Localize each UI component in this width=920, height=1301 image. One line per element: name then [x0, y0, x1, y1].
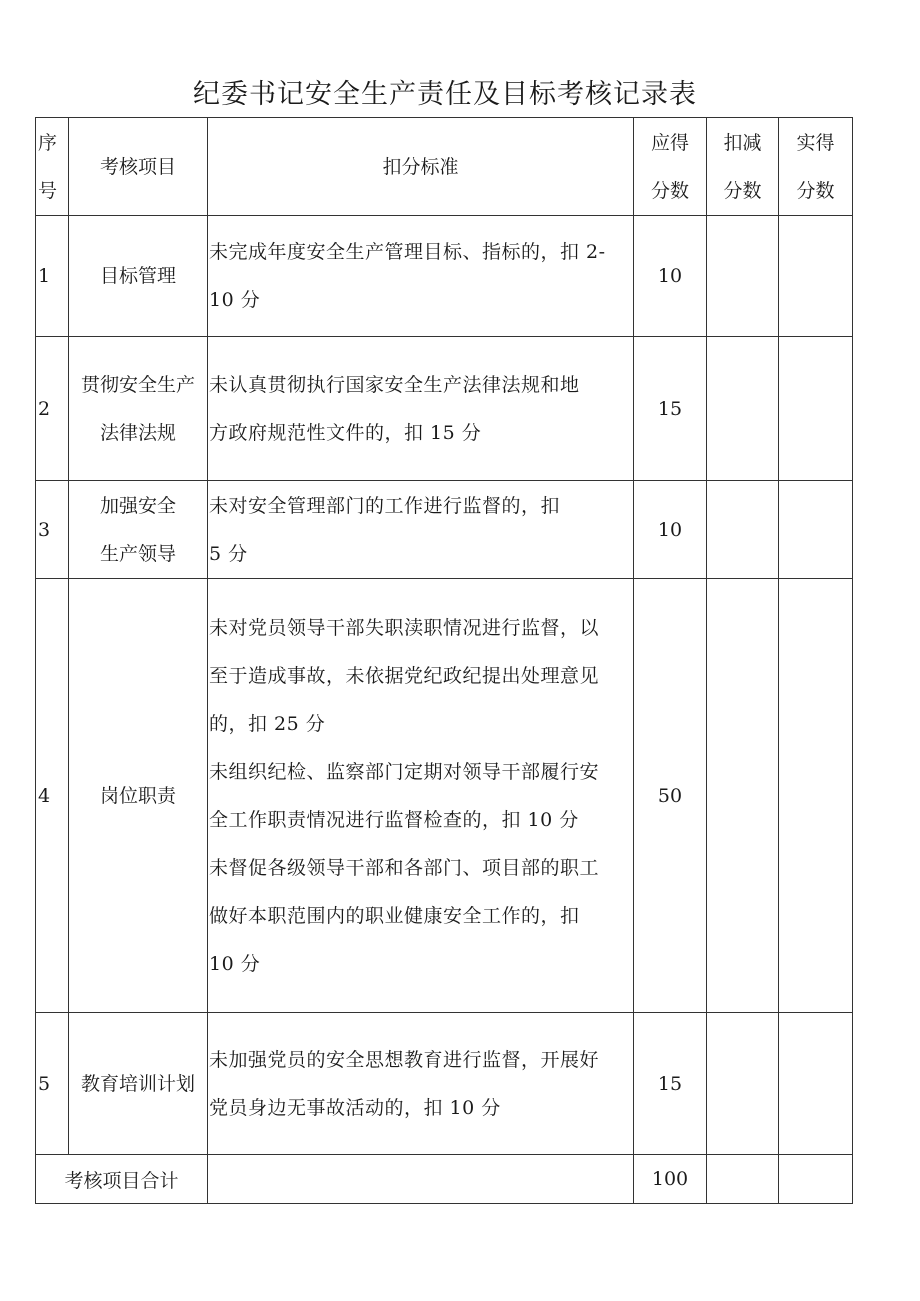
total-criteria	[208, 1155, 634, 1204]
row-criteria: 未加强党员的安全思想教育进行监督，开展好 党员身边无事故活动的，扣 10 分	[208, 1013, 634, 1155]
row-criteria: 未认真贯彻执行国家安全生产法律法规和地 方政府规范性文件的，扣 15 分	[208, 337, 634, 481]
row-criteria: 未对安全管理部门的工作进行监督的，扣 5 分	[208, 481, 634, 579]
row-deducted-score	[707, 1013, 779, 1155]
row-item: 目标管理	[69, 216, 208, 337]
row-item: 岗位职责	[69, 579, 208, 1013]
row-criteria: 未对党员领导干部失职渎职情况进行监督，以 至于造成事故，未依据党纪政纪提出处理意见 的，扣 25 分 未组织纪检、监察部门定期对领导干部履行安 全工作职责情况进行监督检查的，扣 10 分 未督促各级领导干部和各部门、项目部的职工 做好本职范围内的职业健康安全工作的，扣 10 分	[208, 579, 634, 1013]
row-item: 教育培训计划	[69, 1013, 208, 1155]
row-expected-score: 10	[634, 216, 707, 337]
row-expected-score: 15	[634, 337, 707, 481]
row-actual-score	[779, 481, 853, 579]
page-title: 纪委书记安全生产责任及目标考核记录表	[193, 79, 697, 110]
row-item: 加强安全 生产领导	[69, 481, 208, 579]
row-index: 4	[36, 579, 69, 1013]
total-actual-score	[779, 1155, 853, 1204]
row-deducted-score	[707, 481, 779, 579]
total-expected-score: 100	[634, 1155, 707, 1204]
table-row	[36, 216, 853, 337]
row-deducted-score	[707, 579, 779, 1013]
total-deducted-score	[707, 1155, 779, 1204]
row-actual-score	[779, 1013, 853, 1155]
row-index: 3	[36, 481, 69, 579]
header-row	[36, 118, 853, 216]
header-index: 序 号	[36, 118, 69, 216]
total-row	[36, 1155, 853, 1204]
row-index: 1	[36, 216, 69, 337]
header-item: 考核项目	[69, 118, 208, 216]
row-expected-score: 50	[634, 579, 707, 1013]
header-criteria: 扣分标准	[208, 118, 634, 216]
row-actual-score	[779, 337, 853, 481]
assessment-table	[35, 117, 853, 1204]
row-deducted-score	[707, 216, 779, 337]
header-actual: 实得 分数	[779, 118, 853, 216]
row-expected-score: 10	[634, 481, 707, 579]
table-row	[36, 481, 853, 579]
row-expected-score: 15	[634, 1013, 707, 1155]
total-label: 考核项目合计	[36, 1155, 208, 1204]
row-actual-score	[779, 579, 853, 1013]
row-deducted-score	[707, 337, 779, 481]
table-row	[36, 579, 853, 1013]
table-row	[36, 337, 853, 481]
row-index: 5	[36, 1013, 69, 1155]
header-deducted: 扣减 分数	[707, 118, 779, 216]
header-expected: 应得 分数	[634, 118, 707, 216]
table-row	[36, 1013, 853, 1155]
row-criteria: 未完成年度安全生产管理目标、指标的，扣 2- 10 分	[208, 216, 634, 337]
row-item: 贯彻安全生产 法律法规	[69, 337, 208, 481]
row-index: 2	[36, 337, 69, 481]
row-actual-score	[779, 216, 853, 337]
